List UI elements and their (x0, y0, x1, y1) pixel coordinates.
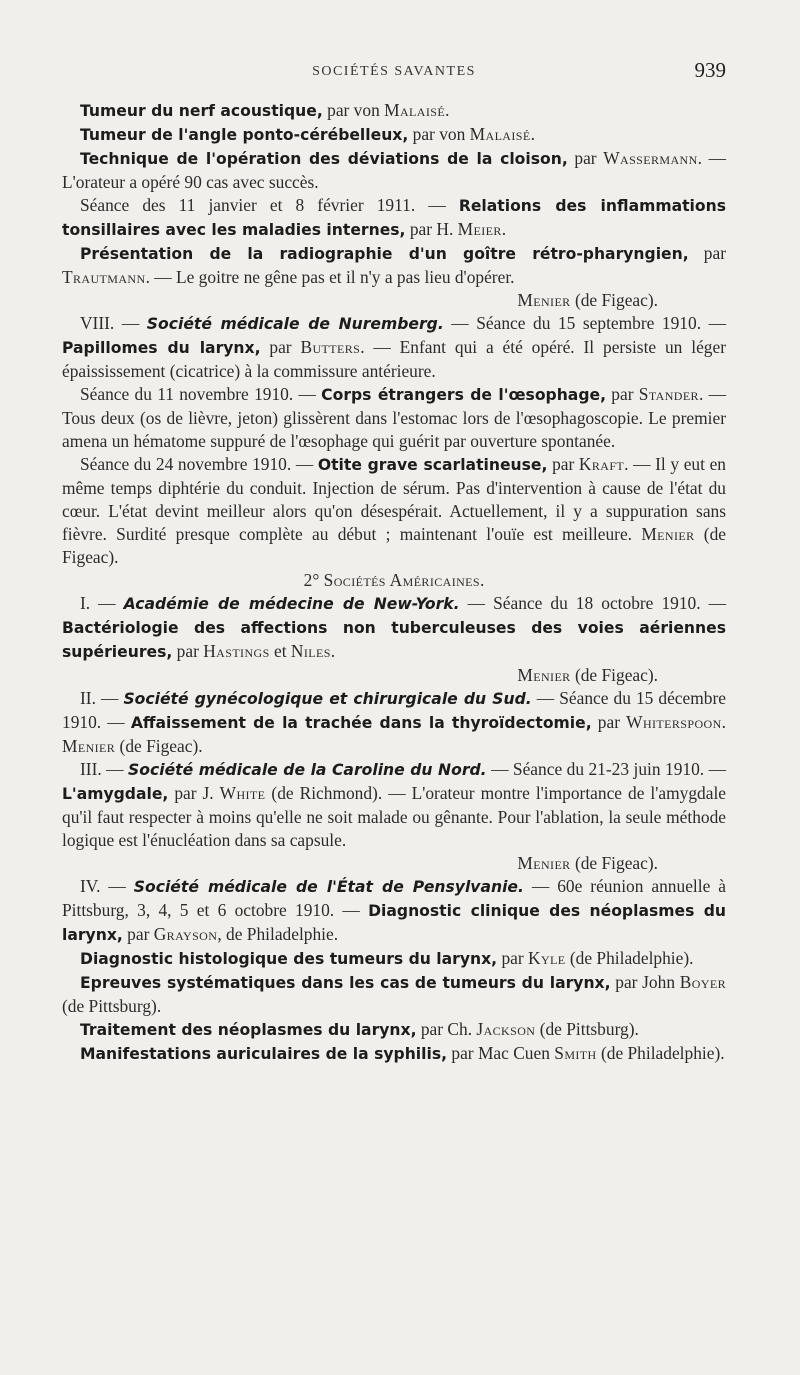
author-name: Malaisé (384, 100, 446, 120)
paragraph (62, 312, 726, 383)
society-name: Société gynécologique et chirurgicale du Sud. (123, 690, 532, 708)
text-run: par (547, 454, 579, 474)
text-run: — Séance du 15 décembre 1910. — (62, 688, 726, 732)
author-name: Menier (517, 290, 571, 310)
society-name: Académie de médecine de New-York. (123, 595, 460, 613)
text-run: par (172, 641, 204, 661)
author-name: Kraft (578, 454, 625, 474)
text-run: . (479, 570, 485, 590)
author-name: Kyle (528, 948, 566, 968)
author-name: White (219, 783, 266, 803)
bold-title: Papillomes du larynx, (62, 339, 261, 357)
text-run: par Mac Cuen (447, 1043, 555, 1063)
author-name: Jackson (476, 1019, 536, 1039)
author-name: Menier (517, 665, 571, 685)
paragraph (62, 99, 726, 123)
text-run: . — Enfant qui a été opéré. Il persiste un léger épaississement (cicatrice) à la commissure antérieure. (62, 337, 726, 381)
bold-title: Affaissement de la trachée dans la thyroïdectomie, (130, 714, 592, 732)
paragraph (62, 687, 726, 758)
text-run: (de Pittsburg). (62, 996, 162, 1016)
running-title: SOCIÉTÉS SAVANTES (312, 64, 476, 79)
text-run: par von (408, 124, 470, 144)
bold-title: Traitement des néoplasmes du larynx, (80, 1021, 417, 1039)
paragraph (62, 1042, 726, 1066)
text-run: . (501, 219, 507, 239)
text-run: par (122, 924, 154, 944)
text-run: (de Figeac). (115, 736, 203, 756)
bold-title: Manifestations auriculaires de la syphilis, (80, 1045, 448, 1063)
author-name: Menier (641, 524, 695, 544)
article-body (62, 99, 726, 1066)
text-run: . (445, 100, 450, 120)
paragraph (62, 242, 726, 289)
author-name: Niles (290, 641, 331, 661)
author-name: Wassermann (603, 148, 698, 168)
text-run: Séance des 11 janvier et 8 février 1911. — (80, 195, 459, 215)
author-name: Stander (638, 384, 699, 404)
author-name: Smith (554, 1043, 597, 1063)
bold-title: Diagnostic clinique des néoplasmes du larynx, (62, 902, 726, 944)
paragraph (62, 758, 726, 852)
signature (62, 852, 726, 875)
text-run: (de Pittsburg). (535, 1019, 639, 1039)
text-run: (de Figeac). (570, 665, 658, 685)
author-name: Malaisé (469, 124, 531, 144)
section-heading (62, 569, 726, 592)
author-name: Boyer (679, 972, 726, 992)
author-name: Menier (517, 853, 571, 873)
text-run: Séance du 11 novembre 1910. — (80, 384, 322, 404)
paragraph (62, 971, 726, 1018)
text-run: . (721, 712, 727, 732)
author-name: Butters (300, 337, 361, 357)
signature (62, 664, 726, 687)
page-header (62, 58, 726, 88)
paragraph (62, 592, 726, 664)
text-run: par John (610, 972, 680, 992)
text-run: (de Philadelphie). (596, 1043, 725, 1063)
text-run: par (497, 948, 529, 968)
author-name: Sociétés Américaines (323, 570, 480, 590)
text-run: (de Figeac). (570, 290, 658, 310)
text-run: . (530, 124, 535, 144)
text-run: . — Le goitre ne gêne pas et il n'y a pas lieu d'opérer. (145, 267, 515, 287)
text-run: (de Figeac). (62, 524, 726, 567)
text-run: par von (322, 100, 385, 120)
society-name: Société médicale de la Caroline du Nord. (128, 761, 487, 779)
author-name: Meier (457, 219, 502, 239)
bold-title: Bactériologie des affections non tuberculeuses des voies aériennes supérieures, (62, 619, 726, 661)
page-number: 939 (694, 58, 726, 82)
bold-title: Corps étrangers de l'œsophage, (321, 386, 606, 404)
paragraph (62, 947, 726, 971)
author-name: Hastings (203, 641, 270, 661)
text-run: par (606, 384, 639, 404)
text-run: (de Figeac). (570, 853, 658, 873)
text-run: — Séance du 18 octobre 1910. — (459, 593, 727, 613)
bold-title: Otite grave scarlatineuse, (317, 456, 548, 474)
bold-title: Epreuves systématiques dans les cas de tumeurs du larynx, (80, 974, 611, 992)
text-run: par Ch. (416, 1019, 477, 1039)
paragraph (62, 194, 726, 242)
text-run: 2° (303, 570, 324, 590)
bold-title: Tumeur de l'angle ponto-cérébelleux, (80, 126, 409, 144)
text-run: . — L'orateur a opéré 90 cas avec succès. (62, 148, 727, 192)
paragraph (62, 1018, 726, 1042)
bold-title: Diagnostic histologique des tumeurs du larynx, (80, 950, 498, 968)
text-run: I. — (80, 593, 124, 613)
text-run: III. — (80, 759, 129, 779)
paragraph (62, 147, 726, 194)
text-run: — Séance du 15 septembre 1910. — (443, 313, 726, 333)
text-run: — Séance du 21-23 juin 1910. — (486, 759, 727, 779)
text-run: par (591, 712, 627, 732)
author-name: Grayson (153, 924, 218, 944)
text-run: (de Philadelphie). (565, 948, 694, 968)
bold-title: Tumeur du nerf acoustique, (80, 102, 323, 120)
text-run: VIII. — (80, 313, 147, 333)
author-name: Whiterspoon (626, 712, 722, 732)
text-run: , de Philadelphie. (217, 924, 339, 944)
signature (62, 289, 726, 312)
bold-title: L'amygdale, (62, 785, 169, 803)
text-run: par (567, 148, 604, 168)
text-run: par H. (405, 219, 458, 239)
bold-title: Technique de l'opération des déviations de la cloison, (80, 150, 568, 168)
author-name: Trautmann (62, 267, 146, 287)
bold-title: Relations des inflammations tonsillaires avec les maladies internes, (62, 197, 727, 239)
paragraph (62, 123, 726, 147)
paragraph (62, 875, 726, 947)
text-run: par J. (168, 783, 220, 803)
paragraph (62, 383, 726, 453)
text-run: — 60e réunion annuelle à Pittsburg, 3, 4, 5 et 6 octobre 1910. — (62, 876, 726, 920)
text-run: Séance du 24 novembre 1910. — (80, 454, 318, 474)
text-run: par (260, 337, 301, 357)
text-run: . — Il y eut en même temps diphtérie du conduit. Injection de sérum. Pas d'intervention à cause de l'état du cœur. L'état devint meilleur alors qu'on désespérait. Actuellement, il y a suppuration sans fièvre. Surdité presque complète au début ; maintenant l'ouïe est meilleure. (62, 454, 726, 544)
text-run: II. — (80, 688, 124, 708)
text-run: . —Tous deux (os de lièvre, jeton) glissèrent dans l'estomac lors de l'œsophagoscopie. Le premier amena un hématome suppuré de l'œsophage qui guérit par ouverture spontanée. (62, 384, 726, 451)
text-run: . (330, 641, 336, 661)
society-name: Société médicale de l'État de Pensylvanie. (133, 878, 524, 896)
text-run: par (688, 243, 726, 263)
author-name: Menier (62, 736, 116, 756)
text-run: et (269, 641, 291, 661)
text-run: (de Richmond). — L'orateur montre l'importance de l'amygdale qu'il faut respecter à moins qu'elle ne soit malade ou gênante. Pour l'ablation, la seule méthode logique est l'énucléation dans sa capsule. (62, 783, 726, 850)
society-name: Société médicale de Nuremberg. (146, 315, 444, 333)
paragraph (62, 453, 726, 569)
text-run: IV. — (80, 876, 134, 896)
bold-title: Présentation de la radiographie d'un goître rétro-pharyngien, (80, 245, 689, 263)
